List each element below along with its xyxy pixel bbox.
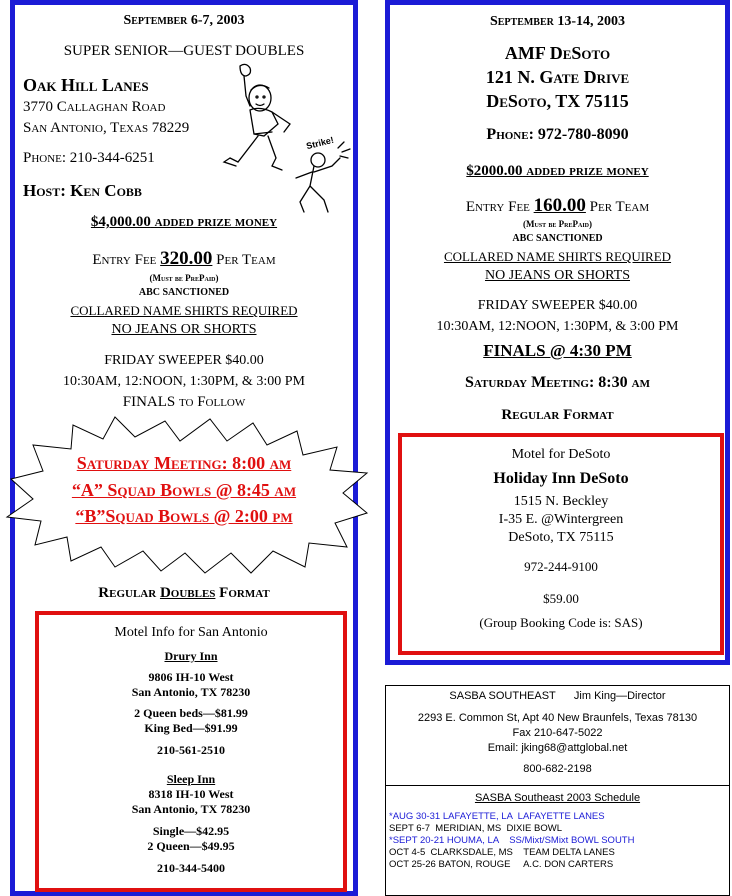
motel2-rate2: 2 Queen—$49.95	[147, 839, 235, 853]
motel2-name: Sleep Inn	[166, 772, 216, 786]
motel1-rate2: King Bed—$91.99	[144, 721, 238, 735]
left-entry-pre: Entry Fee	[92, 252, 161, 268]
schedule-item: *SEPT 20-21 HOUMA, LA SS/Mixt/SMixt BOWL SOUTH	[389, 835, 635, 846]
right-sweeper: FRIDAY SWEEPER $40.00	[477, 298, 638, 313]
right-motel-phone: 972-244-9100	[524, 559, 598, 574]
left-jeans: NO JEANS OR SHORTS	[111, 322, 257, 337]
sasba-divider	[386, 785, 729, 786]
left-format-doubles: Doubles	[159, 585, 216, 601]
burst-a-squad: “A” Squad Bowls @ 8:45 am	[71, 480, 297, 500]
sasba-header: SASBA SOUTHEAST Jim King—Director	[449, 690, 666, 702]
right-jeans: NO JEANS OR SHORTS	[484, 268, 631, 283]
right-date: September 13-14, 2003	[489, 14, 626, 29]
motel1-address1: 9806 IH-10 West	[148, 670, 234, 684]
left-entry-fee	[15, 248, 353, 270]
right-motel-name: Holiday Inn DeSoto	[493, 470, 629, 487]
left-finals: FINALS to Follow	[122, 394, 246, 410]
left-prepaid: (Must be PrePaid)	[149, 273, 219, 283]
schedule-title: SASBA Southeast 2003 Schedule	[474, 792, 641, 804]
burst-b-squad: “B”Squad Bowls @ 2:00 pm	[75, 506, 293, 526]
left-motel-box	[35, 611, 347, 892]
sasba-address: 2293 E. Common St, Apt 40 New Braunfels, Texas 78130	[417, 712, 698, 724]
burst-meeting: Saturday Meeting: 8:00 am	[76, 453, 292, 473]
right-motel-address3: DeSoto, TX 75115	[508, 530, 614, 545]
sasba-phone: 800-682-2198	[523, 763, 592, 775]
right-prize-money	[390, 163, 725, 180]
strike-label: Strike!	[305, 134, 335, 152]
right-motel-booking: (Group Booking Code is: SAS)	[479, 615, 643, 630]
schedule-item: SEPT 6-7 MERIDIAN, MS DIXIE BOWL	[389, 823, 562, 834]
right-finals: FINALS @ 4:30 PM	[483, 341, 632, 360]
right-format: Regular Format	[501, 407, 614, 423]
right-entry-amount: 160.00	[533, 195, 586, 216]
left-shirts: COLLARED NAME SHIRTS REQUIRED	[70, 303, 298, 318]
bowler-illustration	[216, 62, 366, 227]
left-abc: ABC SANCTIONED	[138, 287, 230, 298]
motel2-address1: 8318 IH-10 West	[148, 787, 234, 801]
motel2-phone: 210-344-5400	[157, 861, 225, 875]
left-phone: Phone: 210-344-6251	[23, 150, 155, 166]
left-format-post: Format	[215, 585, 270, 601]
motel1-address2: San Antonio, TX 78230	[131, 685, 251, 699]
left-motel-title: Motel Info for San Antonio	[114, 625, 268, 640]
right-abc: ABC SANCTIONED	[512, 233, 603, 244]
right-motel-address2: I-35 E. @Wintergreen	[498, 512, 624, 527]
left-prize-text: added prize money	[150, 214, 278, 230]
motel1-phone: 210-561-2510	[157, 743, 225, 757]
left-date: September 6-7, 2003	[123, 13, 245, 28]
left-sweeper: FRIDAY SWEEPER $40.00	[104, 353, 264, 368]
left-address-line1: 3770 Callaghan Road	[23, 99, 166, 115]
right-entry-post: Per Team	[585, 199, 650, 215]
right-times: 10:30AM, 12:NOON, 1:30PM, & 3:00 PM	[436, 319, 679, 334]
right-motel-rate: $59.00	[543, 591, 579, 606]
right-meeting: Saturday Meeting: 8:30 am	[465, 374, 650, 391]
right-motel-address1: 1515 N. Beckley	[513, 494, 609, 509]
right-venue: AMF DeSoto	[504, 43, 611, 63]
right-entry-fee	[390, 195, 725, 217]
left-entry-amount: 320.00	[160, 248, 213, 269]
left-entry-post: Per Team	[212, 252, 276, 268]
right-prize-amount: $2000.00	[466, 163, 523, 179]
right-entry-pre: Entry Fee	[465, 199, 534, 215]
schedule-item: OCT 4-5 CLARKSDALE, MS TEAM DELTA LANES	[389, 847, 615, 858]
right-prepaid: (Must be PrePaid)	[523, 219, 592, 229]
sasba-info-box	[385, 685, 730, 896]
schedule-list	[389, 811, 634, 871]
right-motel-title: Motel for DeSoto	[511, 447, 611, 462]
right-prize-text: added prize money	[522, 163, 649, 179]
left-address-line2: San Antonio, Texas 78229	[23, 120, 190, 136]
motel1-name: Drury Inn	[164, 649, 218, 663]
motel2-rate1: Single—$42.95	[152, 824, 230, 838]
right-address1: 121 N. Gate Drive	[485, 67, 630, 87]
left-host: Host: Ken Cobb	[23, 181, 142, 200]
left-venue: Oak Hill Lanes	[23, 75, 149, 95]
left-prize-amount: $4,000.00	[90, 214, 151, 230]
schedule-item: *AUG 30-31 LAFAYETTE, LA LAFAYETTE LANES	[389, 811, 605, 822]
right-motel-box	[398, 433, 724, 655]
right-phone: Phone: 972-780-8090	[486, 126, 629, 143]
schedule-item: OCT 25-26 BATON, ROUGE A.C. DON CARTERS	[389, 859, 614, 870]
motel2-address2: San Antonio, TX 78230	[131, 802, 251, 816]
right-flyer-panel	[385, 0, 730, 665]
motel1-rate1: 2 Queen beds—$81.99	[134, 706, 248, 720]
sasba-email: Email: jking68@attglobal.net	[487, 742, 628, 754]
right-address2: DeSoto, TX 75115	[486, 91, 629, 111]
left-times: 10:30AM, 12:NOON, 1:30PM, & 3:00 PM	[63, 374, 305, 389]
sasba-fax: Fax 210-647-5022	[512, 727, 603, 739]
left-event-title: SUPER SENIOR—GUEST DOUBLES	[63, 43, 305, 59]
left-format	[15, 585, 353, 602]
left-format-pre: Regular	[98, 585, 160, 601]
right-shirts: COLLARED NAME SHIRTS REQUIRED	[443, 249, 672, 264]
